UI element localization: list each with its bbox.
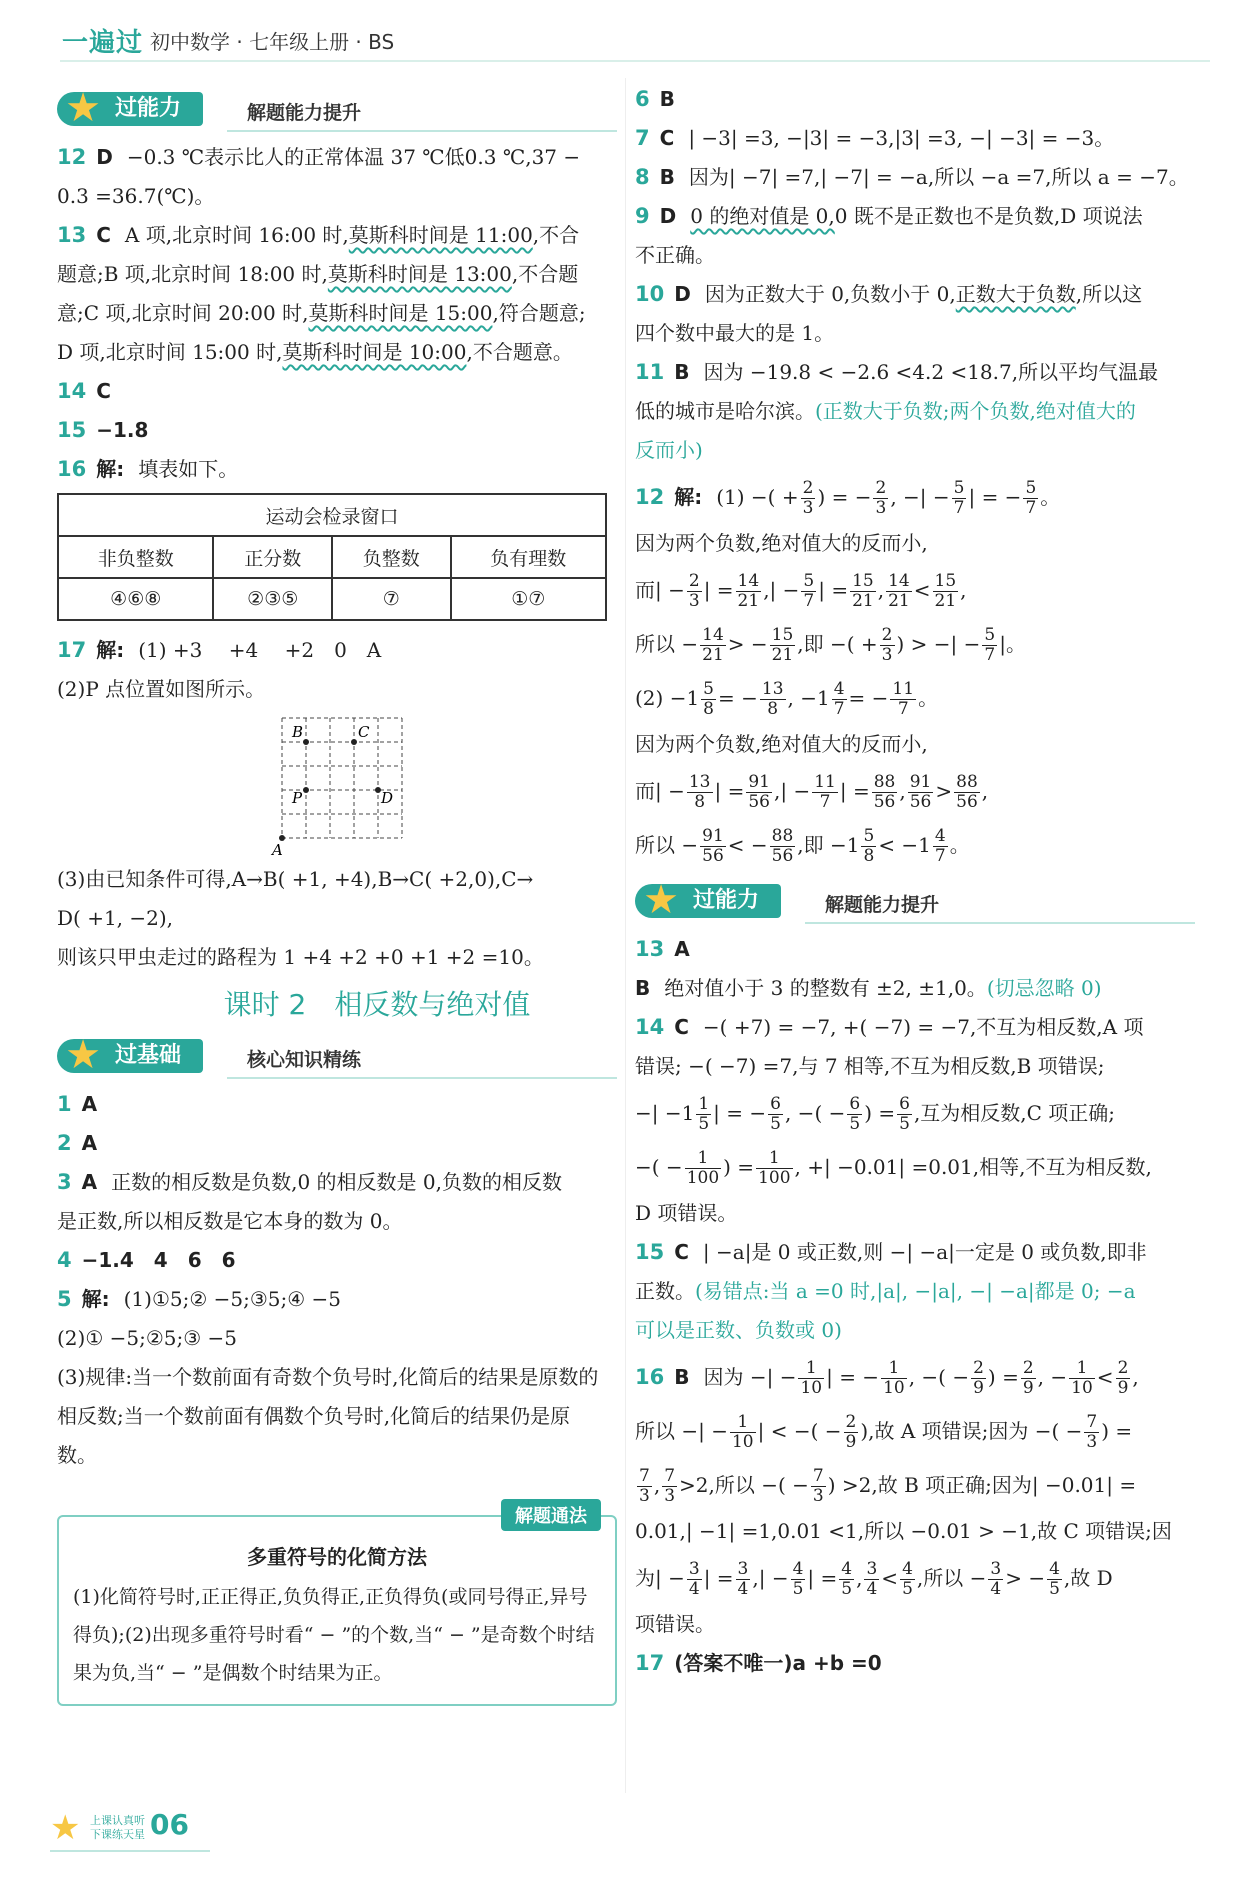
table-cell: ②③⑤: [213, 578, 332, 620]
basic-answer-3-cont: 是正数,所以相反数是它本身的数为 0。: [57, 1209, 403, 1233]
banner-rule: [227, 130, 617, 132]
banner-rule: [805, 922, 1195, 924]
table-cell: ⑦: [332, 578, 451, 620]
answer-12-l6: 因为两个负数,绝对值大的反而小,: [635, 732, 928, 756]
method-tip-box: [57, 1506, 617, 1706]
answer-11-c: 反而小): [635, 438, 703, 462]
label-a: A: [272, 841, 283, 858]
answer-16-e: 为| − $\frac{3}{4}$ | = $\frac{3}{4}$ ,| − $\frac{4}{5}$ | = $\frac{4}{5}$ , $\frac{3}{4}$ < $\frac{4}{5}$ ,所以 − $\frac{3}{4}$ > − $\frac{4}{5}$ ,故 D: [635, 1559, 1113, 1599]
section-label: 解题能力提升: [247, 102, 362, 124]
answer-13-d: D 项,北京时间 15:00 时,莫斯科时间是 10:00,不合题意。: [57, 340, 573, 364]
footer-rule: [50, 1850, 210, 1852]
table-header: 正分数: [213, 536, 332, 578]
answer-12-l8: 所以 − $\frac{91}{56}$ < − $\frac{88}{56}$ ,即 −1 $\frac{5}{8}$ < −1 $\frac{4}{7}$ 。: [635, 826, 970, 866]
basic-answer-5-3: (3)规律:当一个数前面有奇数个负号时,化简后的结果是原数的相反数;当一个数前面有偶数个负号时,化简后的结果仍是原数。: [57, 1365, 599, 1467]
registration-table: [57, 493, 607, 621]
answer-16-right: 16 B 因为 −| − $\frac{1}{10}$ | = − $\frac{1}{10}$ , −( − $\frac{2}{9}$ ) = $\frac{2}{9}$ , − $\frac{1}{10}$ < $\frac{2}{9}$ ,: [635, 1358, 1139, 1398]
answer-17-2: (2)P 点位置如图所示。: [57, 677, 266, 701]
answer-11: 11 B 因为 −19.8 < −2.6 <4.2 <18.7,所以平均气温最: [635, 360, 1159, 384]
basic-answer-5: 5 解: (1)①5;② −5;③5;④ −5: [57, 1287, 342, 1311]
answer-9: 9 D 0 的绝对值是 0,0 既不是正数也不是负数,D 项说法: [635, 204, 1143, 228]
label-b: B: [292, 723, 304, 741]
label-c: C: [358, 723, 370, 741]
answer-17-right: 17 (答案不唯一)a +b =0: [635, 1651, 882, 1675]
answer-11-b: 低的城市是哈尔滨。(正数大于负数;两个负数,绝对值大的: [635, 399, 1136, 423]
point-p: [303, 787, 309, 793]
star-mascot-icon: ★: [65, 1032, 101, 1078]
basic-answer-2: 2 A: [57, 1131, 98, 1155]
table-header: 负有理数: [451, 536, 606, 578]
section-title: 过基础: [57, 1039, 203, 1073]
answer-17-3a: (3)由已知条件可得,A→B( +1, +4),B→C( +2,0),C→: [57, 867, 534, 891]
section-banner-ability: [57, 86, 617, 134]
answer-13-b: 题意;B 项,北京时间 18:00 时,莫斯科时间是 13:00,不合题: [57, 262, 579, 286]
basic-answer-5-2: (2)① −5;②5;③ −5: [57, 1326, 237, 1350]
table-cell: ①⑦: [451, 578, 606, 620]
basic-answer-4: 4 −1.4 4 6 6: [57, 1248, 236, 1272]
brand-logo: 一遍过: [62, 28, 144, 58]
answer-14b-e: D 项错误。: [635, 1201, 738, 1225]
answer-12-l7: 而| − $\frac{13}{8}$ | = $\frac{91}{56}$ ,| − $\frac{11}{7}$ | = $\frac{88}{56}$ , $\frac{91}{56}$ > $\frac{88}{56}$ ,: [635, 772, 989, 812]
answer-12-right: 12 解: (1) −( + $\frac{2}{3}$ ) = − $\frac{2}{3}$ , −| − $\frac{5}{7}$ | = − $\frac{5}{7}$ 。: [635, 478, 1061, 518]
section-banner-ability-2: [635, 878, 1195, 926]
answer-15-right: 15 C | −a|是 0 或正数,则 −| −a|一定是 0 或负数,即非: [635, 1240, 1147, 1264]
answer-13-c: 意;C 项,北京时间 20:00 时,莫斯科时间是 15:00,符合题意;: [57, 301, 586, 325]
answer-14-right: B 绝对值小于 3 的整数有 ±2, ±1,0。(切忌忽略 0): [635, 976, 1102, 1000]
answer-13: 13 C A 项,北京时间 16:00 时,莫斯科时间是 11:00,不合: [57, 223, 580, 247]
section-banner-basic: [57, 1033, 617, 1081]
answer-15-c: 可以是正数、负数或 0): [635, 1318, 842, 1342]
answer-12-l5: (2) −1 $\frac{5}{8}$ = − $\frac{13}{8}$ , −1 $\frac{4}{7}$ = − $\frac{11}{7}$ 。: [635, 679, 939, 719]
answer-14: 14 C: [57, 379, 111, 403]
right-column: [635, 80, 1195, 1683]
column-divider: [625, 78, 626, 1793]
answer-16-d: 0.01,| −1| =1,0.01 <1,所以 −0.01 > −1,故 C 项错误;因: [635, 1519, 1172, 1543]
point-b: [303, 739, 309, 745]
answer-14b-c: −| −1 $\frac{1}{5}$ | = − $\frac{6}{5}$ , −( − $\frac{6}{5}$ ) = $\frac{6}{5}$ ,互为相反数,C 项正确;: [635, 1094, 1116, 1134]
answer-10: 10 D 因为正数大于 0,负数小于 0,正数大于负数,所以这: [635, 282, 1143, 306]
answer-17: 17 解: (1) +3 +4 +2 0 A: [57, 638, 382, 662]
answer-13-right: 13 A: [635, 937, 690, 961]
answer-6: 6 B: [635, 87, 675, 111]
basic-answer-3: 3 A 正数的相反数是负数,0 的相反数是 0,负数的相反数: [57, 1170, 562, 1194]
answer-16-f: 项错误。: [635, 1612, 715, 1636]
footer-slogan: 上课认真听 下课练天星: [90, 1814, 145, 1841]
answer-15: 15 −1.8: [57, 418, 149, 442]
answer-17-3c: 则该只甲虫走过的路程为 1 +4 +2 +0 +1 +2 =10。: [57, 945, 544, 969]
basic-answer-1: 1 A: [57, 1092, 98, 1116]
tip-title: 多重符号的化简方法: [247, 1545, 427, 1569]
answer-16-b: 所以 −| − $\frac{1}{10}$ | < −( − $\frac{2}{9}$ ),故 A 项错误;因为 −( − $\frac{7}{3}$ ) =: [635, 1412, 1133, 1452]
answer-16: 16 解: 填表如下。: [57, 457, 239, 481]
section-label: 核心知识精练: [247, 1049, 362, 1071]
tip-body: (1)化简符号时,正正得正,负负得正,正负得负(或同号得正,异号得负);(2)出现多重符号时看“ − ”的个数,当“ − ”是奇数个时结果为负,当“ − ”是偶数个时结果为正。: [73, 1586, 595, 1684]
answer-9-cont: 不正确。: [635, 243, 715, 267]
table-header: 负整数: [332, 536, 451, 578]
answer-14b-cont: 错误; −( −7) =7,与 7 相等,不互为相反数,B 项错误;: [635, 1054, 1105, 1078]
answer-8: 8 B 因为| −7| =7,| −7| = −a,所以 −a =7,所以 a = −7。: [635, 165, 1189, 189]
page-number: 06: [150, 1808, 189, 1841]
left-column: [57, 80, 617, 1706]
star-mascot-icon: ★: [65, 85, 101, 131]
table-header: 非负整数: [58, 536, 213, 578]
answer-7: 7 C | −3| =3, −|3| = −3,|3| =3, −| −3| = −3。: [635, 126, 1115, 150]
answer-15-b: 正数。(易错点:当 a =0 时,|a|, −|a|, −| −a|都是 0; −a: [635, 1279, 1136, 1303]
section-title: 过能力: [57, 92, 203, 126]
table-title: 运动会检录窗口: [58, 494, 606, 536]
answer-16-c: $\frac{7}{3}$ , $\frac{7}{3}$ >2,所以 −( − $\frac{7}{3}$ ) >2,故 B 项正确;因为| −0.01| =: [639, 1466, 1137, 1506]
grid-diagram: [262, 713, 422, 858]
answer-12-cont: 0.3 =36.7(℃)。: [57, 184, 215, 208]
answer-17-3b: D( +1, −2),: [57, 906, 174, 930]
answer-12-l2: 因为两个负数,绝对值大的反而小,: [635, 531, 928, 555]
section-label: 解题能力提升: [825, 894, 940, 916]
star-mascot-icon: ★: [50, 1808, 81, 1848]
label-p: P: [292, 789, 303, 807]
point-c: [351, 739, 357, 745]
label-d: D: [381, 789, 394, 807]
tip-tag: 解题通法: [501, 1499, 601, 1531]
table-cell: ④⑥⑧: [58, 578, 213, 620]
answer-12: 12 D −0.3 ℃表示比人的正常体温 37 ℃低0.3 ℃,37 −: [57, 145, 581, 169]
section-title: 过能力: [635, 884, 781, 918]
banner-rule: [227, 1077, 617, 1079]
book-subtitle: 初中数学 · 七年级上册 · BS: [150, 30, 395, 54]
answer-12-l4: 所以 − $\frac{14}{21}$ > − $\frac{15}{21}$ ,即 −( + $\frac{2}{3}$ ) > −| − $\frac{5}{7}$ |。: [635, 625, 1026, 665]
header-divider: [60, 60, 1210, 62]
answer-14b-d: −( − $\frac{1}{100}$ ) = $\frac{1}{100}$ , +| −0.01| =0.01,相等,不互为相反数,: [635, 1148, 1152, 1188]
answer-14b-right: 14 C −( +7) = −7, +( −7) = −7,不互为相反数,A 项: [635, 1015, 1144, 1039]
star-mascot-icon: ★: [643, 877, 679, 923]
lesson-title: 课时 2 相反数与绝对值: [223, 988, 531, 1021]
answer-10-cont: 四个数中最大的是 1。: [635, 321, 835, 345]
answer-12-l3: 而| − $\frac{2}{3}$ | = $\frac{14}{21}$ ,| − $\frac{5}{7}$ | = $\frac{15}{21}$ , $\frac{14}{21}$ < $\frac{15}{21}$ ,: [635, 571, 967, 611]
